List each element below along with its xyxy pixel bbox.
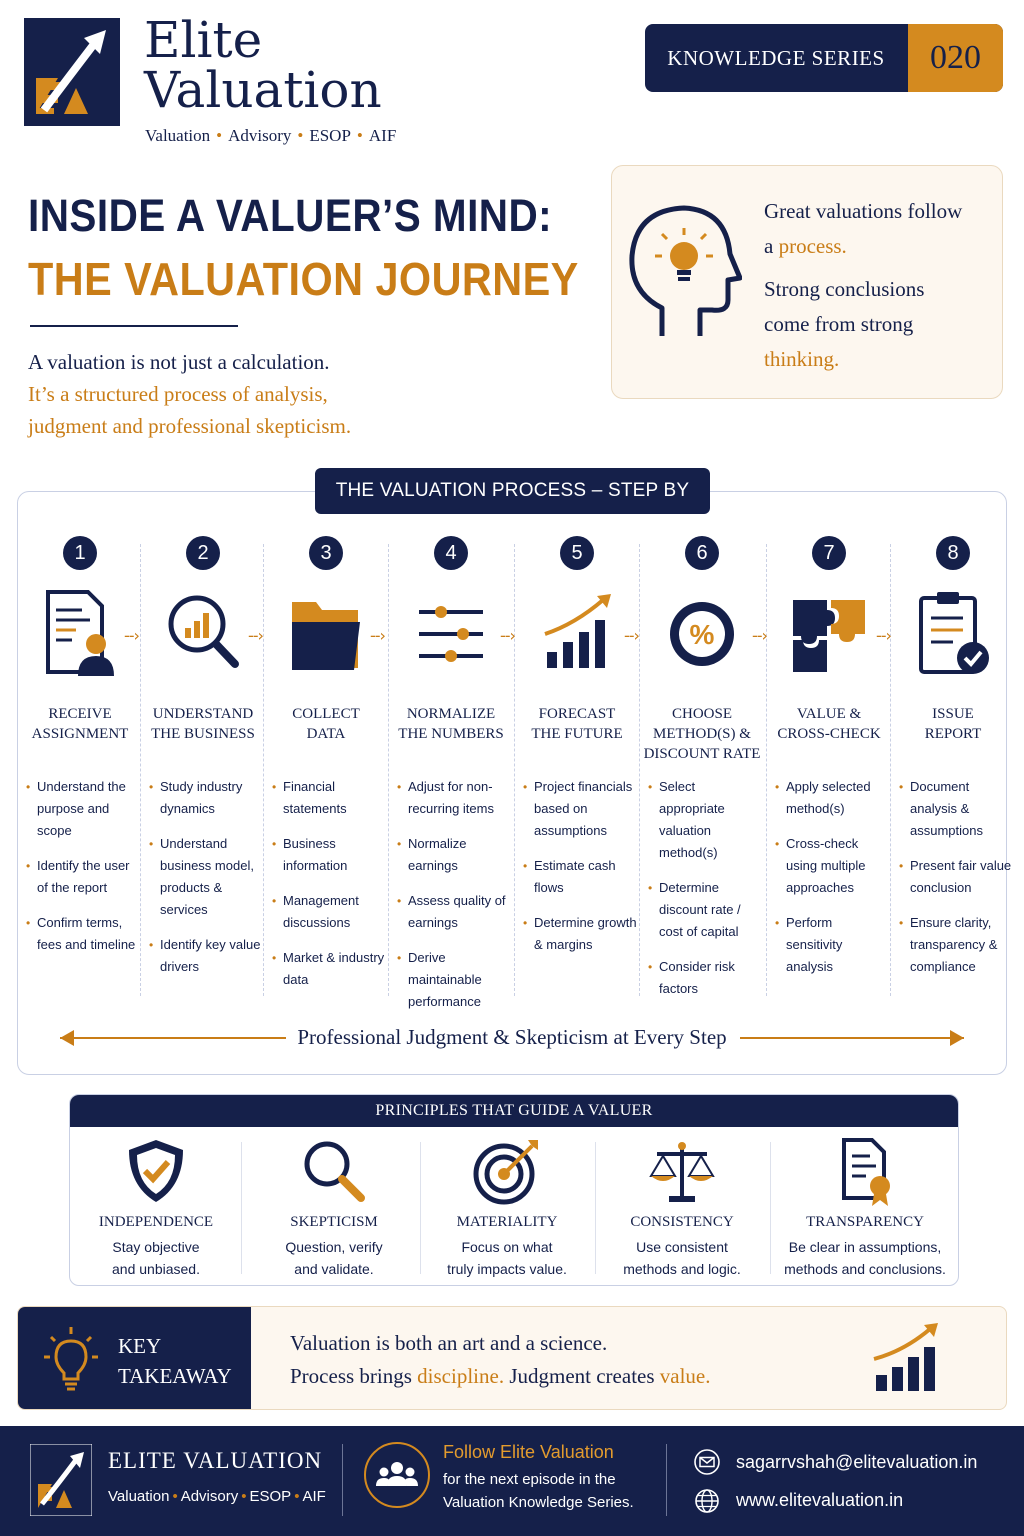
principle-title: TRANSPARENCY xyxy=(806,1214,924,1230)
principle-desc: Be clear in assumptions, methods and conclusions. xyxy=(784,1239,946,1277)
step-arrow: --› xyxy=(370,626,385,645)
target-icon xyxy=(472,1136,542,1206)
principle-title: MATERIALITY xyxy=(456,1214,558,1230)
step-bullet: • Management discussions xyxy=(272,890,388,934)
step-title: COLLECT DATA xyxy=(292,706,360,742)
magnifier-icon xyxy=(299,1136,369,1206)
tip-card xyxy=(611,165,1003,399)
step-bullet: • Determine growth & margins xyxy=(523,912,639,956)
step-bullet: • Confirm terms, fees and timeline xyxy=(26,912,142,956)
step-bullet: • Adjust for non-recurring items xyxy=(397,776,513,820)
process-step-1 xyxy=(18,520,142,1000)
principle-title: INDEPENDENCE xyxy=(98,1214,214,1230)
step-arrow: --› xyxy=(500,626,515,645)
step-bullets xyxy=(272,776,388,1004)
principle-skepticism xyxy=(248,1126,420,1282)
step-bullet: • Identify key value drivers xyxy=(149,934,265,978)
step-bullets xyxy=(648,776,764,1013)
footer xyxy=(0,1426,1024,1536)
step-arrow: --› xyxy=(876,626,891,645)
process-step-8 xyxy=(891,520,1015,1000)
step-bullet: • Perform sensitivity analysis xyxy=(775,912,891,978)
step-number: 4 xyxy=(434,536,468,570)
step-bullet: • Select appropriate valuation method(s) xyxy=(648,776,764,864)
step-title: UNDERSTAND THE BUSINESS xyxy=(151,706,255,742)
step-arrow: --› xyxy=(752,626,767,645)
scales-icon xyxy=(647,1136,717,1206)
process-step-7 xyxy=(767,520,891,1000)
shield-check-icon xyxy=(121,1136,191,1206)
step-bullets xyxy=(775,776,891,991)
step-number: 8 xyxy=(936,536,970,570)
follow-text: for the next episode in the Valuation Knowledge Series. xyxy=(443,1471,634,1511)
series-label: KNOWLEDGE SERIES xyxy=(667,46,885,70)
step-bullet: • Study industry dynamics xyxy=(149,776,265,820)
step-bullet: • Business information xyxy=(272,833,388,877)
step-title: CHOOSE METHOD(S) & DISCOUNT RATE xyxy=(643,706,761,762)
step-bullet: • Determine discount rate / cost of capital xyxy=(648,877,764,943)
principle-desc: Focus on what truly impacts value. xyxy=(447,1239,567,1277)
judgment-banner xyxy=(60,1022,964,1052)
process-step-5 xyxy=(515,520,639,1000)
process-step-3 xyxy=(264,520,388,1000)
principle-independence xyxy=(70,1126,242,1282)
step-bullets xyxy=(149,776,265,991)
principle-materiality xyxy=(421,1126,593,1282)
principle-desc: Use consistent methods and logic. xyxy=(623,1239,741,1277)
step-bullet: • Normalize earnings xyxy=(397,833,513,877)
footer-brand: ELITE VALUATION xyxy=(108,1448,323,1473)
principles-title: PRINCIPLES THAT GUIDE A VALUER xyxy=(70,1095,958,1127)
step-number: 3 xyxy=(309,536,343,570)
step-bullet: • Assess quality of earnings xyxy=(397,890,513,934)
principle-title: CONSISTENCY xyxy=(630,1214,734,1230)
sliders-icon xyxy=(411,588,491,678)
process-step-2 xyxy=(141,520,265,1000)
magnifier-chart-icon xyxy=(163,588,243,678)
footer-logo xyxy=(30,1444,92,1516)
email-link[interactable]: sagarrvshah@elitevaluation.in xyxy=(736,1452,978,1472)
step-number: 2 xyxy=(186,536,220,570)
takeaway-label-block xyxy=(18,1307,251,1410)
step-number: 1 xyxy=(63,536,97,570)
step-bullets xyxy=(899,776,1015,991)
step-title: RECEIVE ASSIGNMENT xyxy=(31,706,129,742)
brand-logo xyxy=(24,18,120,126)
svg-text:%: % xyxy=(689,619,715,650)
intro-text: A valuation is not just a calculation. It’s a structured process of analysis, judgment and professional skepticism. xyxy=(28,350,352,438)
footer-divider xyxy=(342,1444,343,1516)
globe-icon xyxy=(694,1488,720,1514)
step-bullet: • Derive maintainable performance xyxy=(397,947,513,1013)
step-number: 5 xyxy=(560,536,594,570)
judgment-text: Professional Judgment & Skepticism at Every Step xyxy=(297,1025,727,1049)
lightbulb-icon xyxy=(36,1325,106,1395)
step-bullet: • Understand business model, products & services xyxy=(149,833,265,921)
step-bullet: • Present fair value conclusion xyxy=(899,855,1015,899)
title-divider xyxy=(30,325,238,327)
principle-transparency xyxy=(771,1126,959,1282)
knowledge-series-badge xyxy=(645,24,1003,92)
step-number: 6 xyxy=(685,536,719,570)
step-bullet: • Financial statements xyxy=(272,776,388,820)
step-bullet: • Estimate cash flows xyxy=(523,855,639,899)
step-title: VALUE & CROSS-CHECK xyxy=(777,706,881,742)
footer-services: Valuation • Advisory • ESOP • AIF xyxy=(108,1488,326,1505)
takeaway-label: KEY TAKEAWAY xyxy=(118,1334,232,1388)
series-number: 020 xyxy=(908,24,1003,92)
follow-title[interactable]: Follow Elite Valuation xyxy=(443,1442,614,1462)
percent-icon xyxy=(662,588,742,678)
principle-title: SKEPTICISM xyxy=(290,1214,378,1230)
step-bullet: • Document analysis & assumptions xyxy=(899,776,1015,842)
certificate-icon xyxy=(830,1136,900,1206)
principle-desc: Stay objective and unbiased. xyxy=(112,1239,200,1277)
website-link[interactable]: www.elitevaluation.in xyxy=(736,1490,904,1510)
step-bullets xyxy=(397,776,513,1026)
step-arrow: --› xyxy=(624,626,639,645)
process-step-6 xyxy=(640,520,764,1000)
footer-divider xyxy=(666,1444,667,1516)
step-bullet: • Identify the user of the report xyxy=(26,855,142,899)
document-user-icon xyxy=(40,588,120,678)
step-bullet: • Ensure clarity, transparency & compliance xyxy=(899,912,1015,978)
growth-chart-icon xyxy=(870,1321,946,1397)
page-title-line1: INSIDE A VALUER’S MIND: xyxy=(28,190,553,241)
clipboard-check-icon xyxy=(913,588,993,678)
step-bullet: • Understand the purpose and scope xyxy=(26,776,142,842)
step-bullet: • Apply selected method(s) xyxy=(775,776,891,820)
step-bullet: • Market & industry data xyxy=(272,947,388,991)
principle-desc: Question, verify and validate. xyxy=(285,1239,383,1277)
brand-name-line2: Valuation xyxy=(144,61,382,119)
step-arrow: --› xyxy=(124,626,139,645)
step-bullet: • Project financials based on assumptions xyxy=(523,776,639,842)
folder-icon xyxy=(286,588,366,678)
process-title: THE VALUATION PROCESS – STEP BY STEP xyxy=(315,468,710,514)
brand-services: Valuation • Advisory • ESOP • AIF xyxy=(145,126,397,145)
growth-chart-icon xyxy=(537,588,617,678)
step-arrow: --› xyxy=(248,626,263,645)
step-bullet: • Consider risk factors xyxy=(648,956,764,1000)
takeaway-text: Valuation is both an art and a science. Process brings discipline. Judgment creates value. xyxy=(290,1331,711,1388)
process-step-4 xyxy=(389,520,513,1009)
key-takeaway-panel xyxy=(17,1306,1007,1410)
step-title: NORMALIZE THE NUMBERS xyxy=(398,706,504,742)
step-title: ISSUE REPORT xyxy=(924,706,982,742)
puzzle-icon xyxy=(789,588,869,678)
tip-text: Great valuations follow a process. Strong conclusions come from strong thinking. xyxy=(764,199,963,371)
step-bullets xyxy=(523,776,639,969)
head-lightbulb-icon xyxy=(622,196,742,346)
email-icon xyxy=(694,1449,720,1475)
step-bullets xyxy=(26,776,142,969)
principle-consistency xyxy=(596,1126,768,1282)
step-number: 7 xyxy=(812,536,846,570)
page-title-line2: THE VALUATION JOURNEY xyxy=(28,253,579,305)
step-title: FORECAST THE FUTURE xyxy=(531,706,623,742)
brand-name-line1: Elite xyxy=(144,11,263,69)
step-bullet: • Cross-check using multiple approaches xyxy=(775,833,891,899)
people-icon xyxy=(364,1442,430,1508)
